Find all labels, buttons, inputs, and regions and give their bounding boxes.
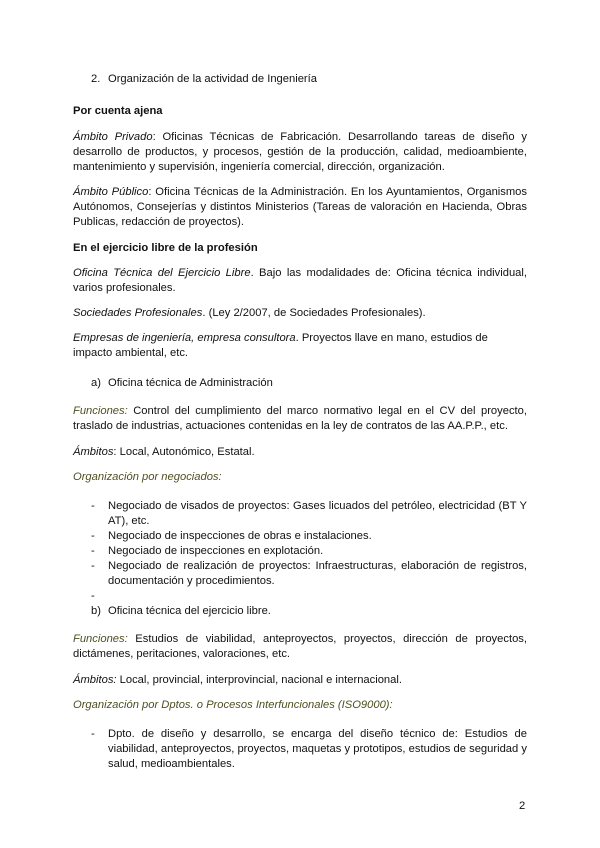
label-oficina-libre: Oficina Técnica del Ejercicio Libre [73,267,251,279]
text-oficina-libre: . Bajo las modalidades de: Oficina técnica individual, varios profesionales. [73,267,527,294]
section-heading-text: Organización de la actividad de Ingeniería [108,73,317,85]
paragraph-funciones-libre [73,632,527,662]
list-item [91,544,527,559]
label-ambitos: Ámbitos [73,446,114,458]
label-organizacion-negociados: Organización por negociados: [73,471,222,483]
text-funciones-libre: Estudios de viabilidad, anteproyectos, proyectos, dirección de proyectos, dictámenes, peritaciones, valoraciones, etc. [73,633,527,660]
page-number: 2 [519,800,526,812]
paragraph-oficina-libre [73,266,527,296]
subheading-admin-text: Oficina técnica de Administración [108,377,273,389]
dash-marker: - [91,560,95,572]
list-item [91,589,527,604]
heading-ejercicio-libre: En el ejercicio libre de la profesión [73,242,258,254]
list-negociados [91,499,527,604]
text-ambito-publico: : Oficina Técnicas de la Administración. En los Ayuntamientos, Organismos Autónomos, Consejerías y distintos Ministerios (Tareas de valoración en Hacienda, Obras Publicas, redacción de proyectos). [73,186,527,228]
label-ambitos: Ámbitos: [73,674,117,686]
paragraph-ambitos-admin [73,445,527,460]
list-item-text [108,589,527,604]
label-funciones: Funciones: [73,405,128,417]
list-item-text: Dpto. de diseño y desarrollo, se encarga del diseño técnico de: Estudios de viabilidad, anteproyectos, proyectos, maquetas y prototipos, estudios de seguridad y salud, medioambientales. [108,728,527,770]
label-sociedades: Sociedades Profesionales [73,307,203,319]
text-funciones-admin: Control del cumplimiento del marco normativo legal en el CV del proyecto, traslado de industrias, actuaciones contenidas en la ley de contratos de las AA.P.P., etc. [73,405,527,432]
label-empresas: Empresas de ingeniería, empresa consultora [73,332,296,344]
subheading-admin [91,376,527,391]
label-ambito-publico: Ámbito Público [73,186,149,198]
subheading-libre [91,604,527,619]
dash-marker: - [91,545,95,557]
list-item [91,559,527,589]
list-dptos [91,727,527,772]
list-item [91,727,527,772]
dash-marker: - [91,728,95,740]
list-marker: 2. [91,73,101,85]
text-ambitos-libre: Local, provincial, interprovincial, nacional e internacional. [116,674,402,686]
paragraph-empresas [73,331,527,361]
label-organizacion-dptos: Organización por Dptos. o Procesos Interfuncionales (ISO9000): [73,699,393,711]
paragraph-sociedades [73,306,527,321]
list-marker: a) [91,377,101,389]
list-item-text: Negociado de visados de proyectos: Gases licuados del petróleo, electricidad (BT Y AT), etc. [108,500,527,527]
dash-marker: - [91,590,95,602]
page-content [73,72,527,772]
list-item [91,499,527,529]
paragraph-ambitos-libre [73,673,527,688]
list-item-text: Negociado de inspecciones de obras e instalaciones. [108,530,372,542]
text-sociedades: . (Ley 2/2007, de Sociedades Profesionales). [202,307,426,319]
text-ambitos-admin: : Local, Autonómico, Estatal. [113,446,255,458]
paragraph-ambito-privado [73,130,527,175]
section-heading-2 [91,72,527,87]
label-ambito-privado: Ámbito Privado [73,131,153,143]
dash-marker: - [91,530,95,542]
heading-cuenta-ajena: Por cuenta ajena [73,105,163,117]
text-empresas: . Proyectos llave en mano, estudios de impacto ambiental, etc. [73,332,488,359]
subheading-libre-text: Oficina técnica del ejercicio libre. [108,605,271,617]
list-item [91,529,527,544]
list-marker: b) [91,605,101,617]
label-funciones: Funciones: [73,633,128,645]
list-item-text: Negociado de inspecciones en explotación. [108,545,324,557]
list-item-text: Negociado de realización de proyectos: Infraestructuras, elaboración de registros, documentación y procedimientos. [108,560,527,587]
text-ambito-privado: : Oficinas Técnicas de Fabricación. Desarrollando tareas de diseño y desarrollo de productos, y procesos, gestión de la producción, calidad, medioambiente, mantenimiento y supervisión, ingeniería comercial, dirección, organización. [73,131,527,173]
paragraph-funciones-admin [73,404,527,434]
dash-marker: - [91,500,95,512]
paragraph-ambito-publico [73,185,527,230]
